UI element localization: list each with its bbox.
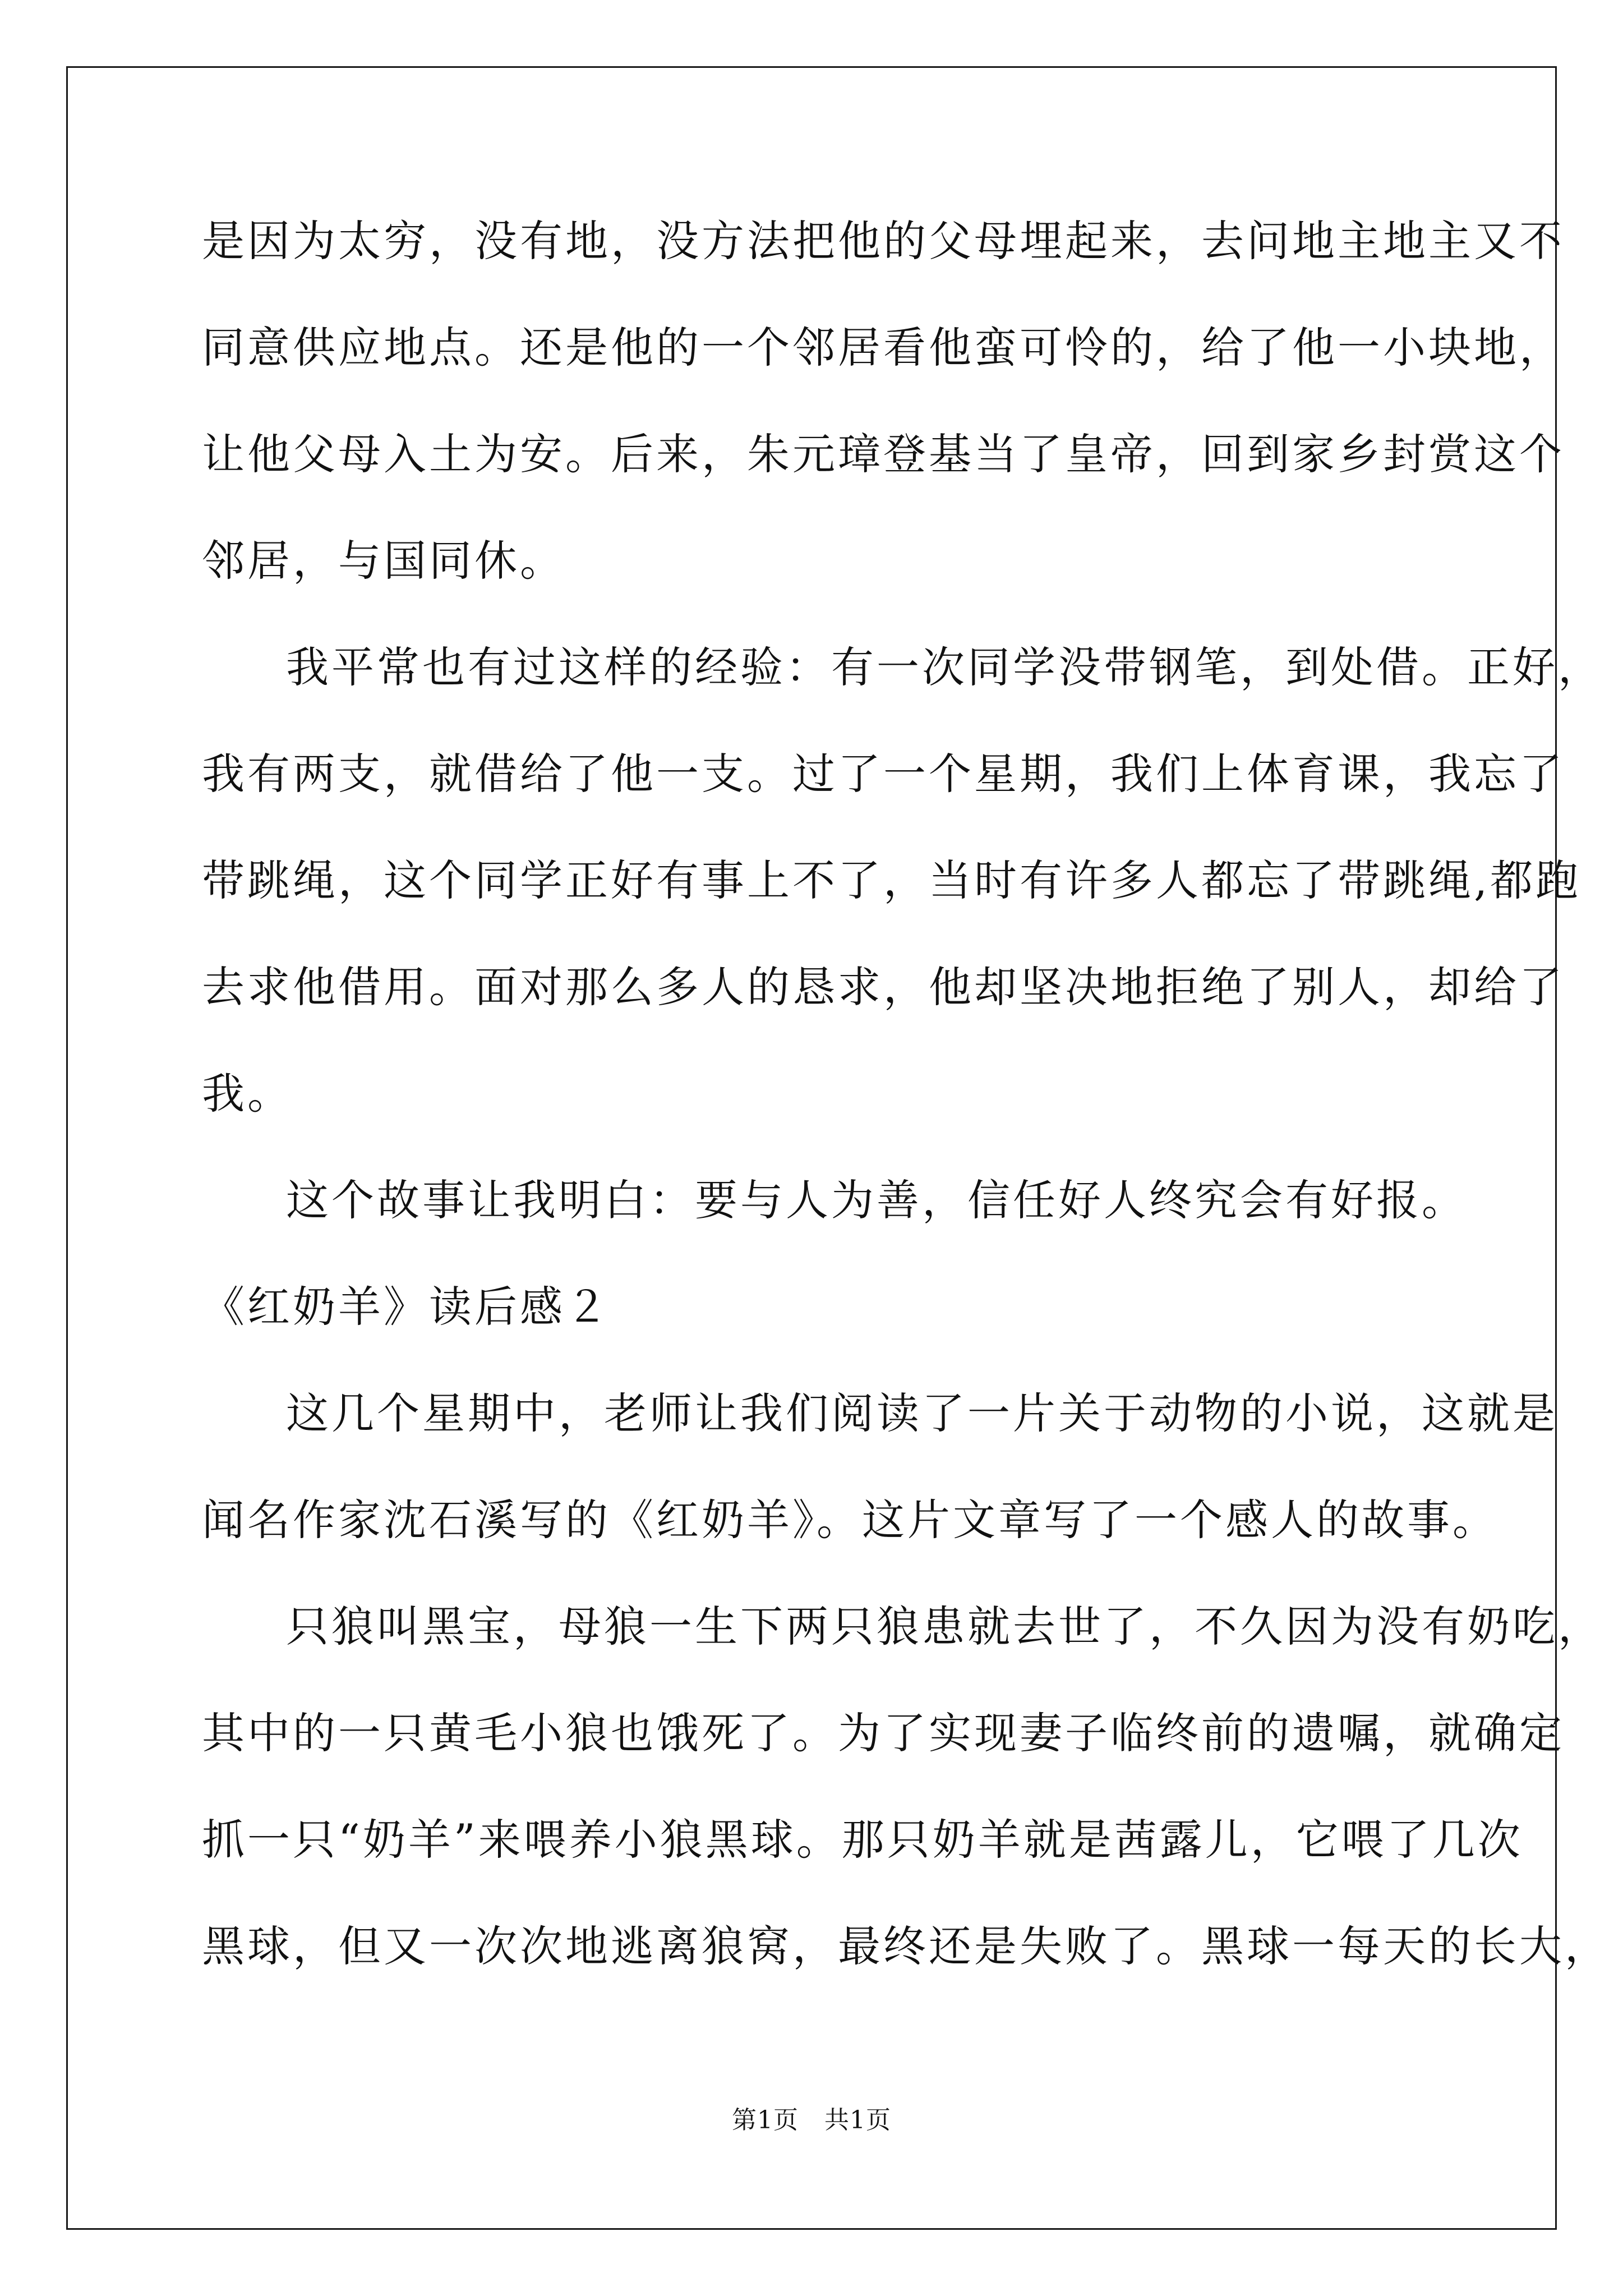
text-line: 我有两支，就借给了他一支。过了一个星期，我们上体育课，我忘了: [202, 749, 1565, 799]
section-heading: 《红奶羊》读后感２: [202, 1282, 611, 1332]
paragraph-start-line: 只狼叫黑宝，母狼一生下两只狼患就去世了，不久因为没有奶吃，: [286, 1602, 1603, 1651]
text-line: 邻居，与国同休。: [202, 536, 565, 586]
text-line: 带跳绳，这个同学正好有事上不了，当时有许多人都忘了带跳绳,都跑: [202, 855, 1581, 905]
text-line: 是因为太穷，没有地，没方法把他的父母埋起来，去问地主地主又不: [202, 216, 1565, 266]
paragraph-start-line: 我平常也有过这样的经验：有一次同学没带钢笔，到处借。正好，: [286, 642, 1603, 692]
page-border: [66, 66, 1557, 2230]
text-line: 去求他借用。面对那么多人的恳求，他却坚决地拒绝了别人，却给了: [202, 962, 1565, 1012]
text-line: 我。: [202, 1069, 293, 1119]
paragraph-start-line: 这个故事让我明白：要与人为善，信任好人终究会有好报。: [286, 1175, 1467, 1225]
text-line: 黑球，但又一次次地逃离狼窝，最终还是失败了。黑球一每天的长大，: [202, 1921, 1610, 1971]
text-line: 同意供应地点。还是他的一个邻居看他蛮可怜的，给了他一小块地，: [202, 323, 1565, 372]
page-number: 第1页: [732, 2106, 799, 2134]
text-line: 闻名作家沈石溪写的《红奶羊》。这片文章写了一个感人的故事。: [202, 1495, 1498, 1545]
page-total: 共1页: [824, 2106, 891, 2134]
page-footer: [0, 2104, 1623, 2137]
text-line: 其中的一只黄毛小狼也饿死了。为了实现妻子临终前的遗嘱，就确定: [202, 1708, 1565, 1758]
text-line: 让他父母入土为安。后来，朱元璋登基当了皇帝，回到家乡封赏这个: [202, 429, 1565, 479]
text-line: 抓一只“奶羊”来喂养小狼黑球。那只奶羊就是茜露儿，它喂了几次: [202, 1815, 1523, 1865]
paragraph-start-line: 这几个星期中，老师让我们阅读了一片关于动物的小说，这就是: [286, 1388, 1558, 1438]
